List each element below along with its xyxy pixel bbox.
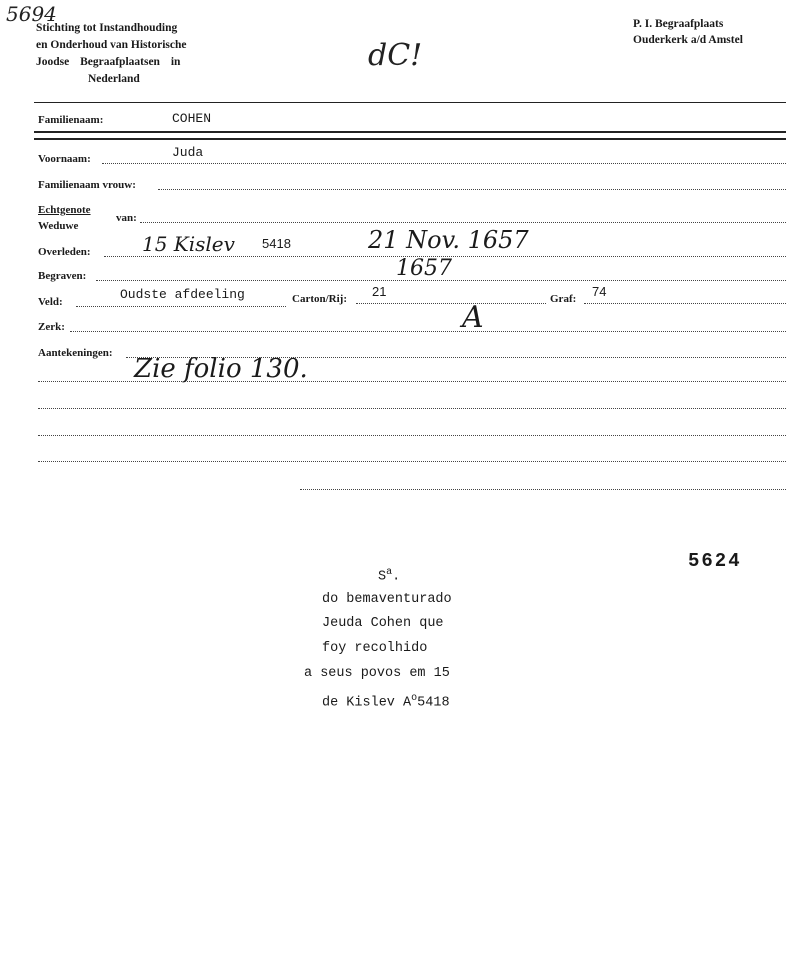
epitaph-abbr-sup: a (386, 567, 393, 578)
aantekeningen-label: Aantekeningen: (38, 347, 113, 359)
van-line (140, 222, 786, 223)
veld-value: Oudste afdeeling (120, 287, 245, 302)
voornaam-value: Juda (172, 145, 204, 160)
epitaph-line-5-sup: o (411, 693, 418, 704)
organization-line-2: en Onderhoud van Historische (36, 39, 187, 51)
epitaph-line-2: Jeuda Cohen que (322, 616, 444, 631)
carton-rij-line (356, 303, 546, 304)
bottom-rule (300, 489, 786, 490)
veld-line (76, 306, 286, 307)
aantekeningen-line-2 (38, 381, 786, 382)
veld-label: Veld: (38, 296, 63, 308)
epitaph-abbreviation (378, 560, 400, 590)
epitaph-line-3: foy recolhido (322, 641, 428, 656)
corner-archive-number: 5694 (6, 2, 57, 26)
van-label: van: (116, 212, 137, 224)
aantekeningen-line-4 (38, 435, 786, 436)
epitaph-abbr: S (378, 569, 387, 585)
organization-header (36, 20, 186, 88)
epitaph-abbr-end: . (392, 569, 401, 585)
aantekeningen-line-5 (38, 461, 786, 462)
double-rule-bottom (34, 138, 786, 140)
organization-line-1: Stichting tot Instandhouding (36, 22, 178, 34)
overleden-label: Overleden: (38, 246, 91, 258)
zerk-handwritten: A (462, 300, 484, 335)
begraven-year-handwritten: 1657 (396, 256, 452, 281)
overleden-hebrew-date-handwritten: 15 Kislev (142, 232, 235, 256)
epitaph-line-5-pre: de Kislev A (322, 695, 412, 711)
familienaam-value: COHEN (172, 111, 212, 126)
epitaph-line-5 (322, 686, 450, 716)
voornaam-line (102, 163, 786, 164)
familienaam-vrouw-label: Familienaam vrouw: (38, 179, 136, 191)
carton-rij-value: 21 (372, 284, 387, 299)
organization-line-4: Nederland (88, 73, 140, 85)
carton-rij-label: Carton/Rij: (292, 293, 347, 305)
epitaph-line-1: do bemaventurado (322, 592, 452, 607)
voornaam-label: Voornaam: (38, 153, 91, 165)
zerk-line (70, 331, 786, 332)
epitaph-line-4: a seus povos em 15 (304, 666, 450, 681)
header-divider (34, 102, 786, 103)
location-line-2: Ouderkerk a/d Amstel (633, 34, 743, 46)
echtgenote-label: Echtgenote (38, 204, 91, 216)
graf-label: Graf: (550, 293, 577, 305)
graf-value: 74 (592, 284, 607, 299)
aantekeningen-handwritten: Zie folio 130. (134, 354, 308, 384)
handwritten-initials: dC! (368, 38, 423, 73)
overleden-year: 5418 (262, 236, 291, 251)
record-number: 5624 (688, 550, 742, 572)
begraven-label: Begraven: (38, 270, 87, 282)
overleden-civil-date-handwritten: 21 Nov. 1657 (368, 226, 529, 254)
double-rule-top (34, 131, 786, 133)
location-line-1: P. I. Begraafplaats (633, 18, 724, 30)
zerk-label: Zerk: (38, 321, 65, 333)
cemetery-location (633, 16, 743, 48)
weduwe-label: Weduwe (38, 220, 79, 232)
familienaam-label: Familienaam: (38, 114, 104, 126)
organization-line-3: Joodse Begraafplaatsen in (36, 56, 181, 68)
aantekeningen-line-3 (38, 408, 786, 409)
graf-line (584, 303, 786, 304)
epitaph-line-5-post: 5418 (417, 695, 450, 711)
familienaam-vrouw-line (158, 189, 786, 190)
